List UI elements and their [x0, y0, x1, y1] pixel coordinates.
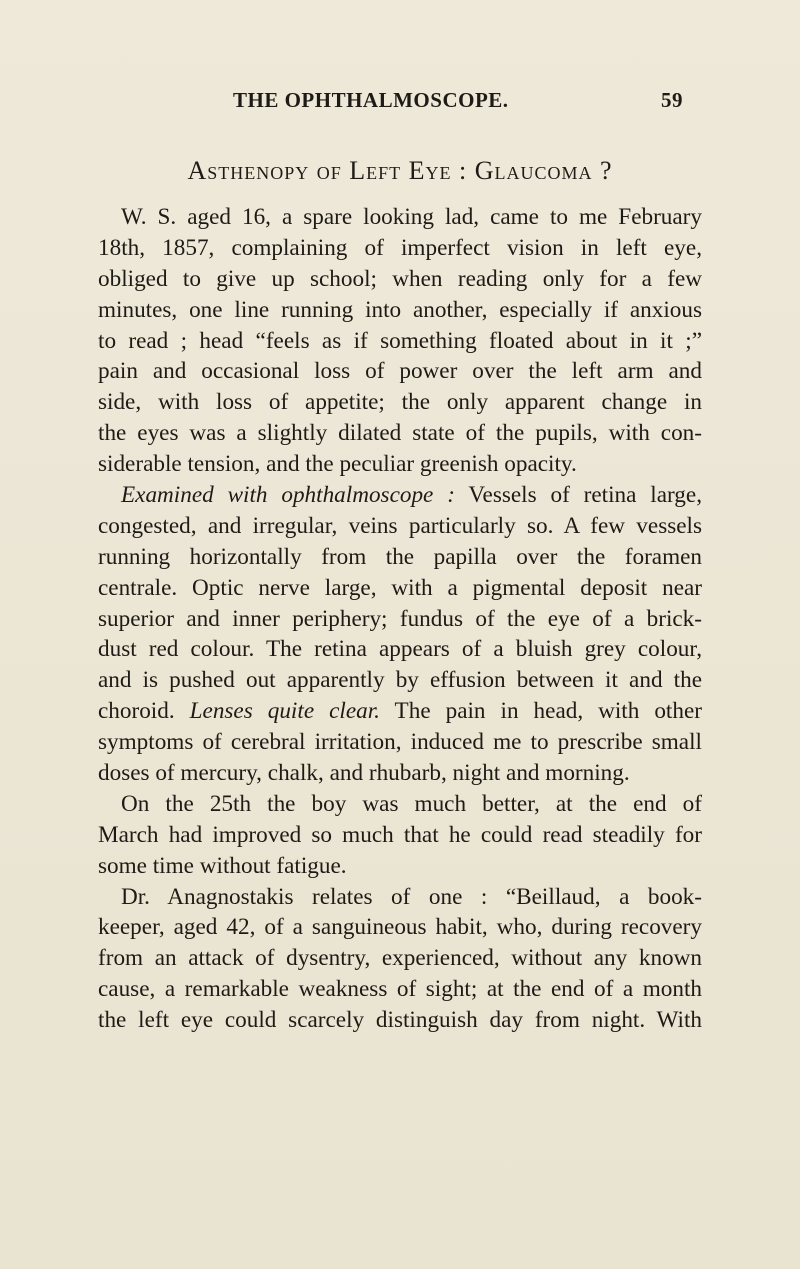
text-line: pain and occasional loss of power over the left arm and — [98, 358, 702, 385]
running-title: THE OPHTHALMOSCOPE. — [233, 88, 509, 112]
text-line: doses of mercury, chalk, and rhubarb, night and morning. — [98, 760, 630, 787]
text-line: Dr. Anagnostakis relates of one : “Beillaud, a book- — [121, 883, 702, 910]
text-line: dust red colour. The retina appears of a bluish grey colour, — [98, 636, 702, 663]
text-line: congested, and irregular, veins particularly so. A few vessels — [98, 512, 702, 539]
text-line: side, with loss of appetite; the only apparent change in — [98, 389, 702, 416]
text-line: to read ; head “feels as if something floated about in it ;” — [98, 327, 702, 354]
text-line: siderable tension, and the peculiar greenish opacity. — [98, 451, 577, 478]
text-line: Examined with ophthalmoscope : Vessels of retina large, — [121, 482, 702, 509]
text-line: and is pushed out apparently by effusion between it and the — [98, 667, 702, 694]
italic-phrase: Examined with ophthalmoscope : — [121, 482, 455, 509]
text-line: 18th, 1857, complaining of imperfect vision in left eye, — [98, 234, 702, 261]
running-head — [117, 88, 683, 116]
text-line: obliged to give up school; when reading only for a few — [98, 265, 702, 292]
text-line: On the 25th the boy was much better, at the end of — [121, 790, 702, 817]
text-line: from an attack of dysentry, experienced, without any known — [98, 945, 702, 972]
text-line: minutes, one line running into another, especially if anxious — [98, 296, 702, 323]
text-line: keeper, aged 42, of a sanguineous habit, who, during recovery — [98, 914, 702, 941]
text-line: cause, a remarkable weakness of sight; at the end of a month — [98, 976, 702, 1003]
section-heading: Asthenopy of Left Eye : Glaucoma ? — [187, 156, 613, 185]
text-line: the left eye could scarcely distinguish day from night. With — [98, 1007, 702, 1034]
text-line: symptoms of cerebral irritation, induced me to prescribe small — [98, 729, 702, 756]
text-line: centrale. Optic nerve large, with a pigmental deposit near — [98, 574, 702, 601]
text-line: W. S. aged 16, a spare looking lad, came to me February — [121, 204, 702, 230]
page-number: 59 — [661, 88, 683, 112]
text-line: choroid. Lenses quite clear. The pain in head, with other — [98, 698, 702, 725]
text-line: some time without fatigue. — [98, 852, 347, 879]
text-line: March had improved so much that he could read steadily for — [98, 821, 702, 848]
text-line: the eyes was a slightly dilated state of the pupils, with con- — [98, 420, 702, 447]
body-text — [98, 202, 702, 1036]
text-line: superior and inner periphery; fundus of the eye of a brick- — [98, 605, 702, 632]
text-line: running horizontally from the papilla over the foramen — [98, 543, 702, 570]
italic-phrase: Lenses quite clear. — [189, 698, 380, 725]
